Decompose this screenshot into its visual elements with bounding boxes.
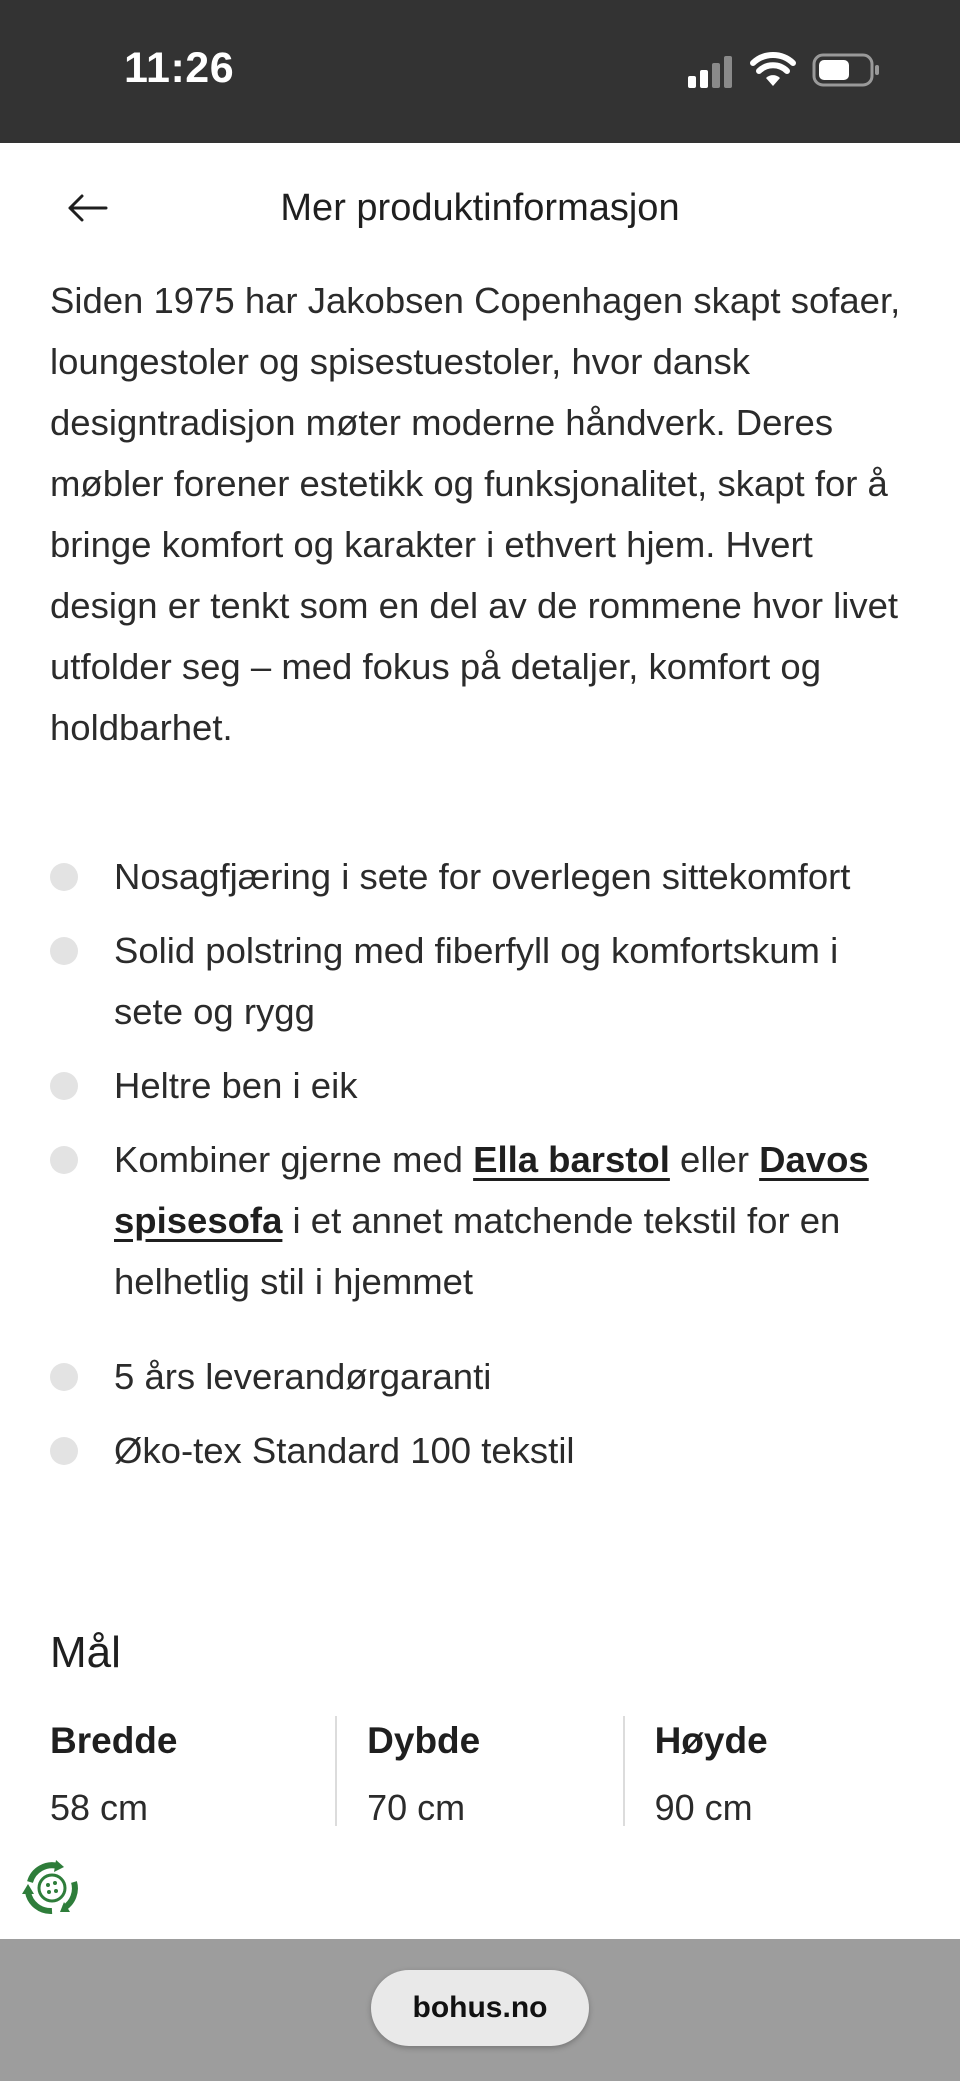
status-time: 11:26: [124, 44, 235, 92]
url-bar[interactable]: bohus.no: [371, 1970, 589, 2046]
bullet-icon: [50, 1146, 78, 1174]
feature-text: Nosagfjæring i sete for overlegen sittekomfort: [114, 856, 851, 897]
bullet-icon: [50, 863, 78, 891]
status-bar: [0, 0, 960, 143]
dimension-label: Høyde: [654, 1720, 768, 1761]
dimensions-table: [50, 1716, 910, 1826]
davos-spisesofa-link[interactable]: Davos spisesofa: [114, 1139, 869, 1241]
bullet-icon: [50, 1072, 78, 1100]
feature-list: [50, 846, 910, 1494]
feature-text: Øko-tex Standard 100 tekstil: [114, 1430, 575, 1471]
cellular-signal-icon: [688, 56, 736, 88]
feature-text: 5 års leverandørgaranti: [114, 1356, 492, 1397]
feature-text: Heltre ben i eik: [114, 1065, 358, 1106]
dimensions-title: Mål: [50, 1628, 121, 1677]
page-title: Mer produktinformasjon: [280, 187, 680, 229]
recycle-widget-icon[interactable]: [16, 1852, 88, 1924]
dimension-label: Dybde: [367, 1720, 481, 1761]
dimension-value: 58 cm: [50, 1787, 149, 1828]
dimension-label: Bredde: [50, 1720, 178, 1761]
ella-barstol-link[interactable]: Ella barstol: [473, 1139, 670, 1180]
dimension-width: [50, 1716, 335, 1826]
product-description: [50, 270, 910, 758]
list-item: [50, 1346, 910, 1407]
list-item: [50, 1420, 910, 1481]
list-item: [50, 1129, 910, 1312]
intro-text: Siden 1975 har Jakobsen Copenhagen skapt sofaer, loungestoler og spisestuestoler, hvor dansk designtradisjon møter moderne håndverk. Deres møbler forener estetikk og funksjonalitet, skapt for å bringe komfort og karakter i ethvert hjem. Hvert design er tenkt som en del av de rommene hvor livet utfolder seg – med fokus på detaljer, komfort og holdbarhet.: [50, 280, 901, 748]
bullet-icon: [50, 937, 78, 965]
dimension-value: 90 cm: [654, 1787, 753, 1828]
header: [0, 143, 960, 283]
list-item: [50, 846, 910, 907]
dimension-value: 70 cm: [367, 1787, 466, 1828]
battery-icon: [812, 52, 882, 88]
bullet-icon: [50, 1363, 78, 1391]
wifi-icon: [750, 52, 796, 88]
feature-text: Solid polstring med fiberfyll og komfortskum i sete og rygg: [114, 930, 839, 1032]
feature-text: eller: [669, 1139, 760, 1180]
feature-text: i et annet matchende tekstil for en helhetlig stil i hjemmet: [114, 1200, 841, 1302]
list-item: [50, 920, 910, 1042]
dimension-depth: [335, 1716, 622, 1826]
feature-text: Kombiner gjerne med: [114, 1139, 474, 1180]
list-item: [50, 1055, 910, 1116]
dimension-height: [623, 1716, 910, 1826]
bullet-icon: [50, 1437, 78, 1465]
browser-bottom-bar: [0, 1939, 960, 2081]
